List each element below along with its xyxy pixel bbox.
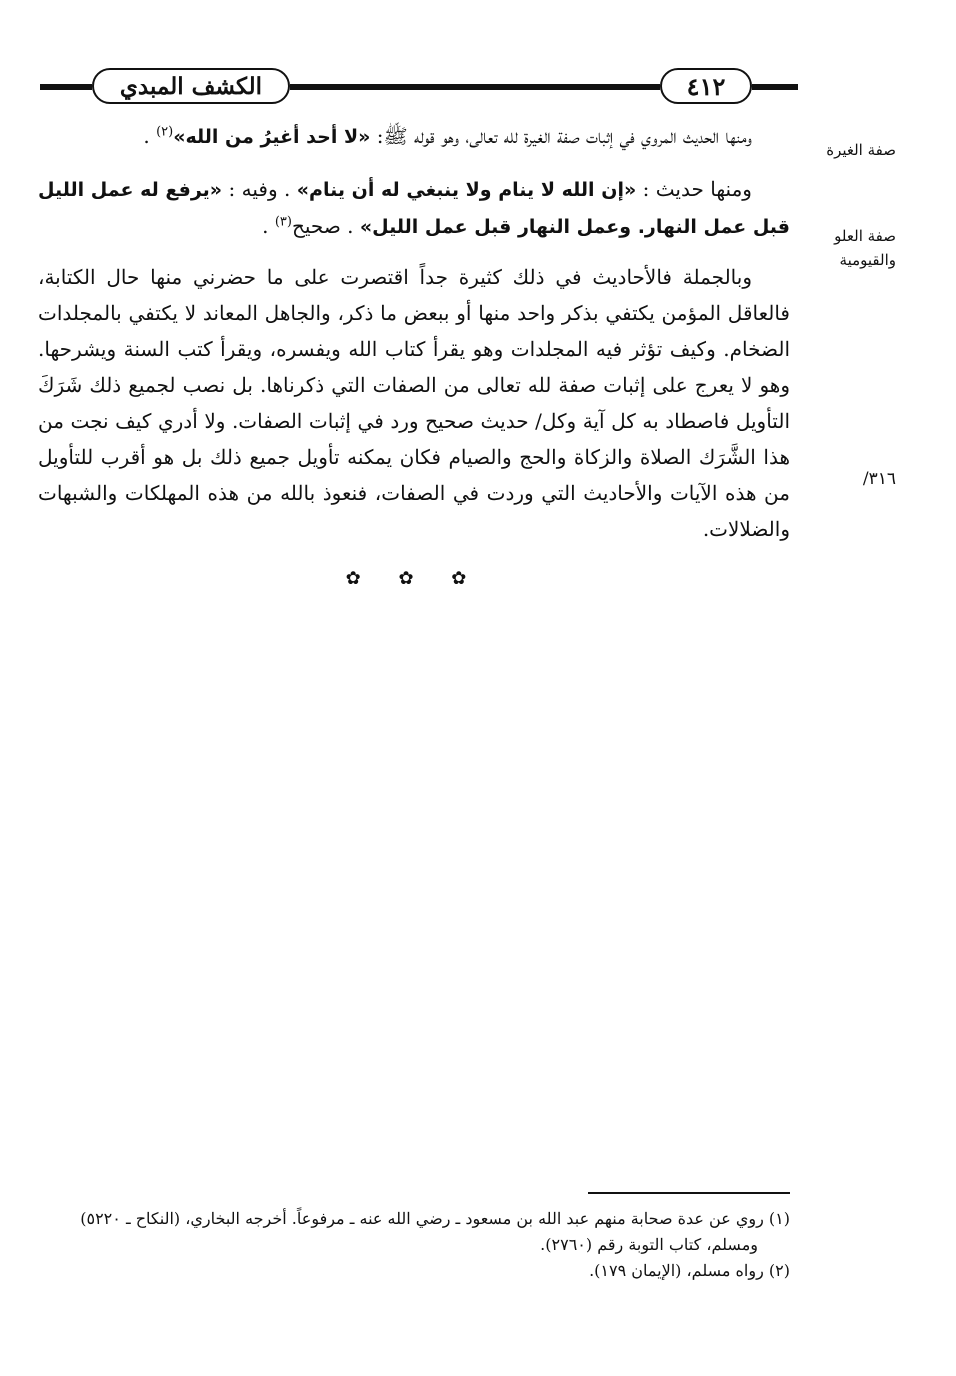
p1-hadith-quote: «لا أحد أغيرُ من الله» <box>173 126 371 148</box>
margin-note-uluw-line2: والقيومية <box>839 251 896 269</box>
p2-hadith-quote1: «إن الله لا ينام ولا ينبغي له أن ينام» <box>296 179 637 201</box>
footnotes <box>38 1206 790 1284</box>
p1-text: ومنها الحديث المروي في إثبات صفة الغيرة لله تعالى، وهو قوله ﷺ: <box>370 124 752 148</box>
p1-end: . <box>143 124 157 148</box>
footnote-separator <box>588 1192 790 1194</box>
p2-end: . <box>262 214 275 238</box>
paragraph-uluw <box>38 171 790 245</box>
p2-text1: ومنها حديث : <box>636 177 752 201</box>
running-header <box>40 60 800 110</box>
footnote-1-line2: ومسلم، كتاب التوبة رقم (٢٧٦٠). <box>540 1235 758 1254</box>
footnote-ref-3: (٣) <box>274 214 292 230</box>
margin-note-page-ref: ٣١٦/ <box>862 469 896 489</box>
section-ornament: ✿ ✿ ✿ <box>345 568 483 589</box>
header-rule-left <box>40 84 92 90</box>
margin-note-ghayra: صفة الغيرة <box>826 141 896 159</box>
margin-note-uluw-line1: صفة العلو <box>834 227 896 245</box>
header-rule-right <box>752 84 798 90</box>
footnote-ref-2: (٢) <box>156 124 174 140</box>
main-text <box>38 118 790 597</box>
margin-note-uluw <box>796 224 896 272</box>
paragraph-ghayra <box>38 118 790 155</box>
header-rule-middle <box>290 84 660 90</box>
footnote-2: (٢) رواه مسلم، (الإيمان ١٧٩). <box>589 1261 790 1280</box>
footnote-1-line1: (١) روي عن عدة صحابة منهم عبد الله بن مسعود ـ رضي الله عنه ـ مرفوعاً. أخرجه البخاري، (النكاح ـ ٥٢٢٠) <box>80 1209 790 1228</box>
p2-text3: . صحيح <box>291 214 360 238</box>
book-title: الكشف المبدي <box>92 68 290 104</box>
p2-text2: . وفيه : <box>222 177 297 201</box>
p2-hadith-quote2: «يرفع له عمل الليل قبل عمل النهار. وعمل النهار قبل عمل الليل» <box>38 179 790 238</box>
page-number: ٤١٢ <box>660 68 752 104</box>
paragraph-conclusion: وبالجملة فالأحاديث في ذلك كثيرة جداً اقتصرت على ما حضرني منها حال الكتابة، فالعاقل المؤمن يكتفي بذكر واحد منها أو ببعض ما ذكر، والجاهل المعاند لا يكتفي بالمجلدات الضخام. وكيف تؤثر فيه المجلدات وهو يقرأ كتاب الله ويفسره، ويقرأ كتب السنة ويشرحها. وهو لا يعرج على إثبات صفة لله تعالى من الصفات التي ذكرناها. بل نصب لجميع ذلك شَرَكَ التأويل فاصطاد به كل آية وكل/ حديث صحيح ورد في إثبات الصفات. ولا أدري كيف نجت من هذا الشَّرَك الصلاة والزكاة والحج والصيام فكان يمكنه تأويل جميع ذلك بل هو أقرب للتأويل من هذه الآيات والأحاديث التي وردت في الصفات، فنعوذ بالله من هذه المهلكات والشبهات والضلالات. <box>38 265 790 541</box>
